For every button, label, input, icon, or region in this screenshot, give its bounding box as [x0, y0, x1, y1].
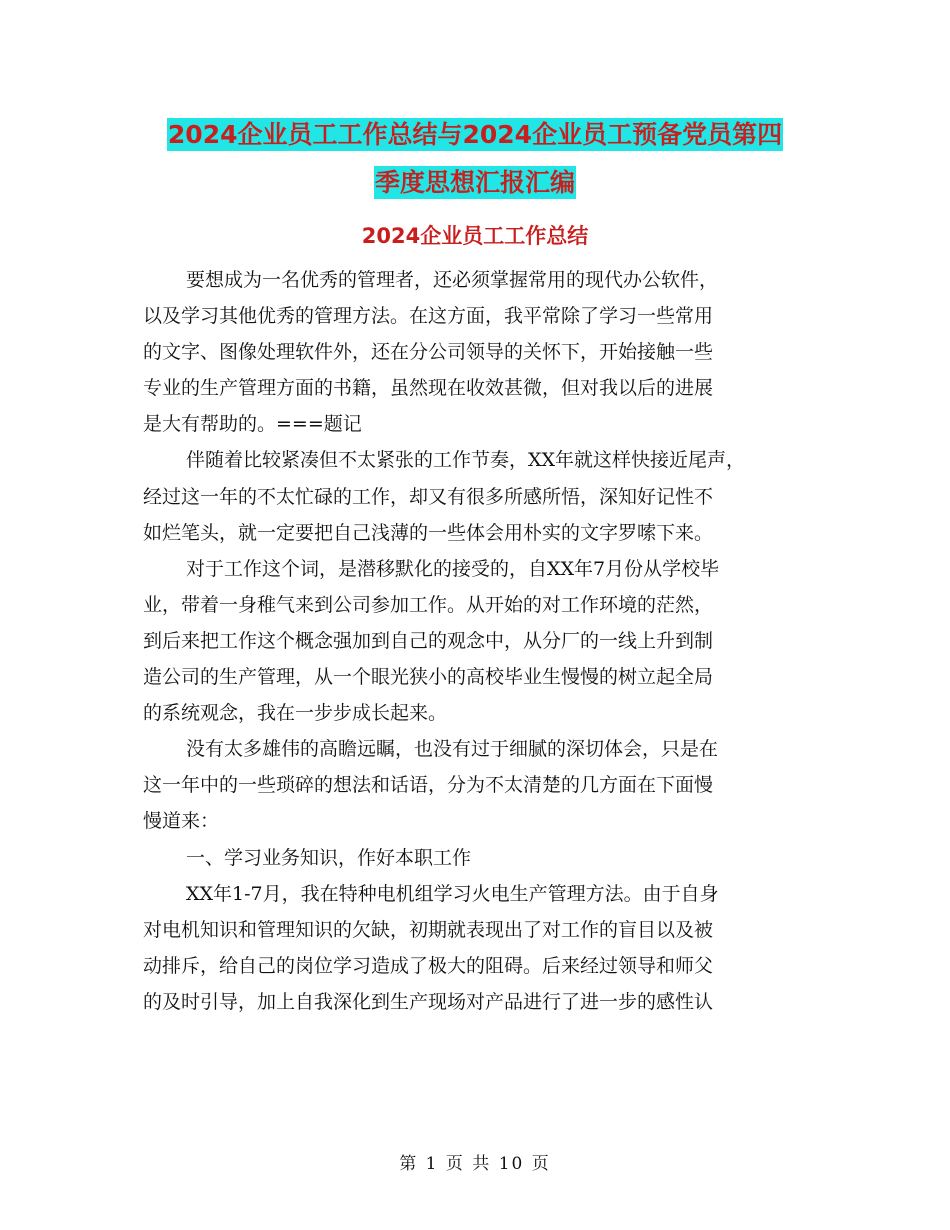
paragraph-line: 经过这一年的不太忙碌的工作，却又有很多所感所悟，深知好记性不: [143, 485, 714, 508]
paragraph-line: 没有太多雄伟的高瞻远瞩，也没有过于细腻的深切体会，只是在: [186, 738, 719, 761]
paragraph-line: 如烂笔头，就一定要把自己浅薄的一些体会用朴实的文字罗嗦下来。: [143, 521, 714, 544]
paragraph-line: 专业的生产管理方面的书籍，虽然现在收效甚微，但对我以后的进展: [143, 377, 714, 400]
paragraph-line: XX年1-7月，我在特种电机组学习火电生产管理方法。由于自身: [186, 882, 719, 905]
title-line-1: [0, 112, 950, 157]
paragraph-line: 慢道来：: [143, 810, 220, 833]
title-line-2: [0, 160, 950, 205]
page-footer: 第 1 页 共 10 页: [399, 1154, 551, 1174]
section-title: 2024企业员工工作总结: [361, 224, 589, 248]
paragraph-line: 动排斥，给自己的岗位学习造成了极大的阻碍。后来经过领导和师父: [143, 954, 714, 977]
paragraph-line: 到后来把工作这个概念强加到自己的观念中，从分厂的一线上升到制: [143, 629, 714, 652]
title-line-1-text: 2024企业员工工作总结与2024企业员工预备党员第四: [167, 120, 783, 149]
paragraph-line: 的系统观念，我在一步步成长起来。: [143, 702, 448, 725]
paragraph-line: 这一年中的一些琐碎的想法和话语，分为不太清楚的几方面在下面慢: [143, 774, 714, 797]
paragraph-line: 对电机知识和管理知识的欠缺，初期就表现出了对工作的盲目以及被: [143, 918, 714, 941]
title-line-2-text: 季度思想汇报汇编: [374, 168, 575, 197]
subsection-heading: 一、学习业务知识，作好本职工作: [186, 846, 472, 869]
paragraph-line: 业，带着一身稚气来到公司参加工作。从开始的对工作环境的茫然，: [143, 593, 714, 616]
paragraph-line: 的文字、图像处理软件外，还在分公司领导的关怀下，开始接触一些: [143, 341, 714, 364]
paragraph-line: 造公司的生产管理，从一个眼光狭小的高校毕业生慢慢的树立起全局: [143, 666, 714, 689]
paragraph-line: 是大有帮助的。===题记: [143, 413, 362, 436]
document-title: [0, 112, 950, 205]
paragraph-line: 对于工作这个词，是潜移默化的接受的，自XX年7月份从学校毕: [186, 557, 720, 580]
paragraph-line: 要想成为一名优秀的管理者，还必须掌握常用的现代办公软件，: [186, 269, 719, 291]
body-text: [143, 262, 811, 1020]
paragraph-line: 以及学习其他优秀的管理方法。在这方面，我平常除了学习一些常用: [143, 305, 714, 328]
paragraph-line: 伴随着比较紧凑但不太紧张的工作节奏，XX年就这样快接近尾声，: [186, 449, 746, 472]
paragraph-line: 的及时引导，加上自我深化到生产现场对产品进行了进一步的感性认: [143, 990, 714, 1013]
